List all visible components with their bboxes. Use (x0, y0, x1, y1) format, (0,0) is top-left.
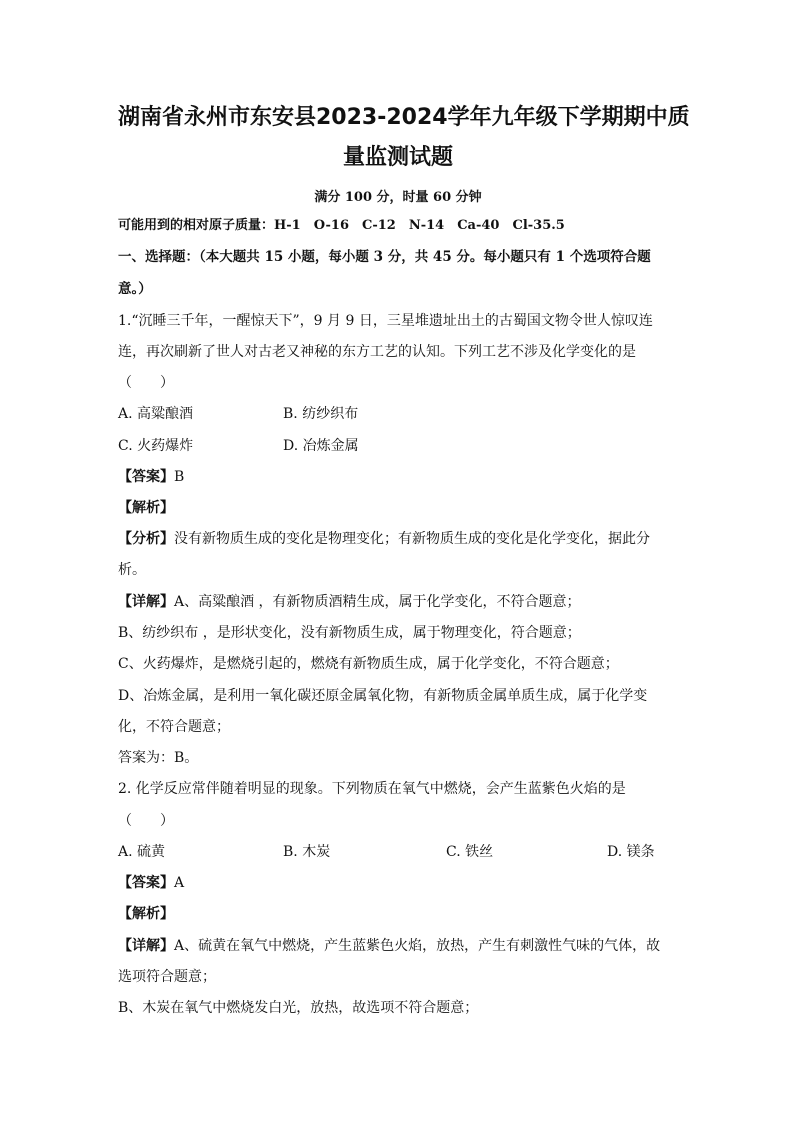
q1-option-a: A. 高粱酿酒 (118, 406, 194, 422)
q1-detail-d-line2: 化，不符合题意； (118, 719, 230, 735)
answer-value: A (174, 875, 185, 891)
section1-header: 一、选择题：（本大题共 15 小题，每小题 3 分，共 45 分。每小题只有 1 个选项符合题 (118, 249, 651, 265)
fenxi-text: 没有新物质生成的变化是物理变化；有新物质生成的变化是化学变化，据此分 (174, 531, 650, 547)
q2-option-c: C. 铁丝 (446, 844, 494, 860)
q2-option-b: B. 木炭 (283, 844, 331, 860)
score-time-note: 满分 100 分，时量 60 分钟 (314, 190, 482, 205)
q2-option-d: D. 镁条 (607, 844, 655, 860)
answer-tag: 【答案】 (118, 469, 174, 485)
atomic-mass-note: 可能用到的相对原子质量：H-1 O-16 C-12 N-14 Ca-40 Cl-35.5 (118, 218, 565, 233)
q1-detail-c: C、火药爆炸，是燃烧引起的，燃烧有新物质生成，属于化学变化，不符合题意； (118, 656, 619, 672)
q2-option-a: A. 硫黄 (118, 844, 166, 860)
q2-stem-line1: 2. 化学反应常伴随着明显的现象。下列物质在氧气中燃烧，会产生蓝紫色火焰的是 (118, 781, 626, 797)
q1-detail-a (118, 592, 581, 612)
q2-analysis-heading: 【解析】 (118, 906, 174, 922)
q1-option-c: C. 火药爆炸 (118, 438, 194, 454)
document-title-line2: 量监测试题 (342, 145, 453, 170)
q1-answer (118, 467, 184, 487)
q1-answer-paren: （ ） (118, 375, 174, 391)
detail-text: A、硫黄在氧气中燃烧，产生蓝紫色火焰，放热，产生有刺激性气味的气体，故 (174, 938, 661, 954)
q1-stem-line2: 连，再次刷新了世人对古老又神秘的东方工艺的认知。下列工艺不涉及化学变化的是 (118, 344, 636, 360)
q1-option-d: D. 冶炼金属 (283, 438, 359, 454)
q1-stem-line1: 1.“沉睡三千年，一醒惊天下”，9 月 9 日，三星堆遗址出土的古蜀国文物令世人惊叹连 (118, 313, 653, 329)
q1-conclusion: 答案为：B。 (118, 750, 199, 766)
q2-detail-a-line2: 选项符合题意； (118, 969, 216, 985)
section1-header-cont: 意。） (118, 281, 152, 297)
detail-tag: 【详解】 (118, 938, 174, 954)
detail-text: A、高粱酿酒 ，有新物质酒精生成，属于化学变化，不符合题意； (174, 594, 581, 610)
q1-fenxi-line1 (118, 529, 650, 549)
q1-detail-b: B、纺纱织布 ，是形状变化，没有新物质生成，属于物理变化，符合题意； (118, 625, 581, 641)
document-title-line1: 湖南省永州市东安县2023-2024学年九年级下学期期中质 (118, 105, 690, 130)
detail-tag: 【详解】 (118, 594, 174, 610)
answer-tag: 【答案】 (118, 875, 174, 891)
q1-option-b: B. 纺纱织布 (283, 406, 359, 422)
q1-fenxi-line2: 析。 (118, 562, 146, 578)
answer-value: B (174, 469, 185, 485)
q2-answer (118, 873, 184, 893)
q1-detail-d-line1: D、冶炼金属，是利用一氧化碳还原金属氧化物，有新物质金属单质生成，属于化学变 (118, 688, 648, 704)
q2-answer-paren: （ ） (118, 813, 174, 829)
q2-detail-b: B、木炭在氧气中燃烧发白光，放热，故选项不符合题意； (118, 1000, 479, 1016)
q1-analysis-heading: 【解析】 (118, 500, 174, 516)
fenxi-tag: 【分析】 (118, 531, 174, 547)
q2-detail-a-line1 (118, 936, 660, 956)
